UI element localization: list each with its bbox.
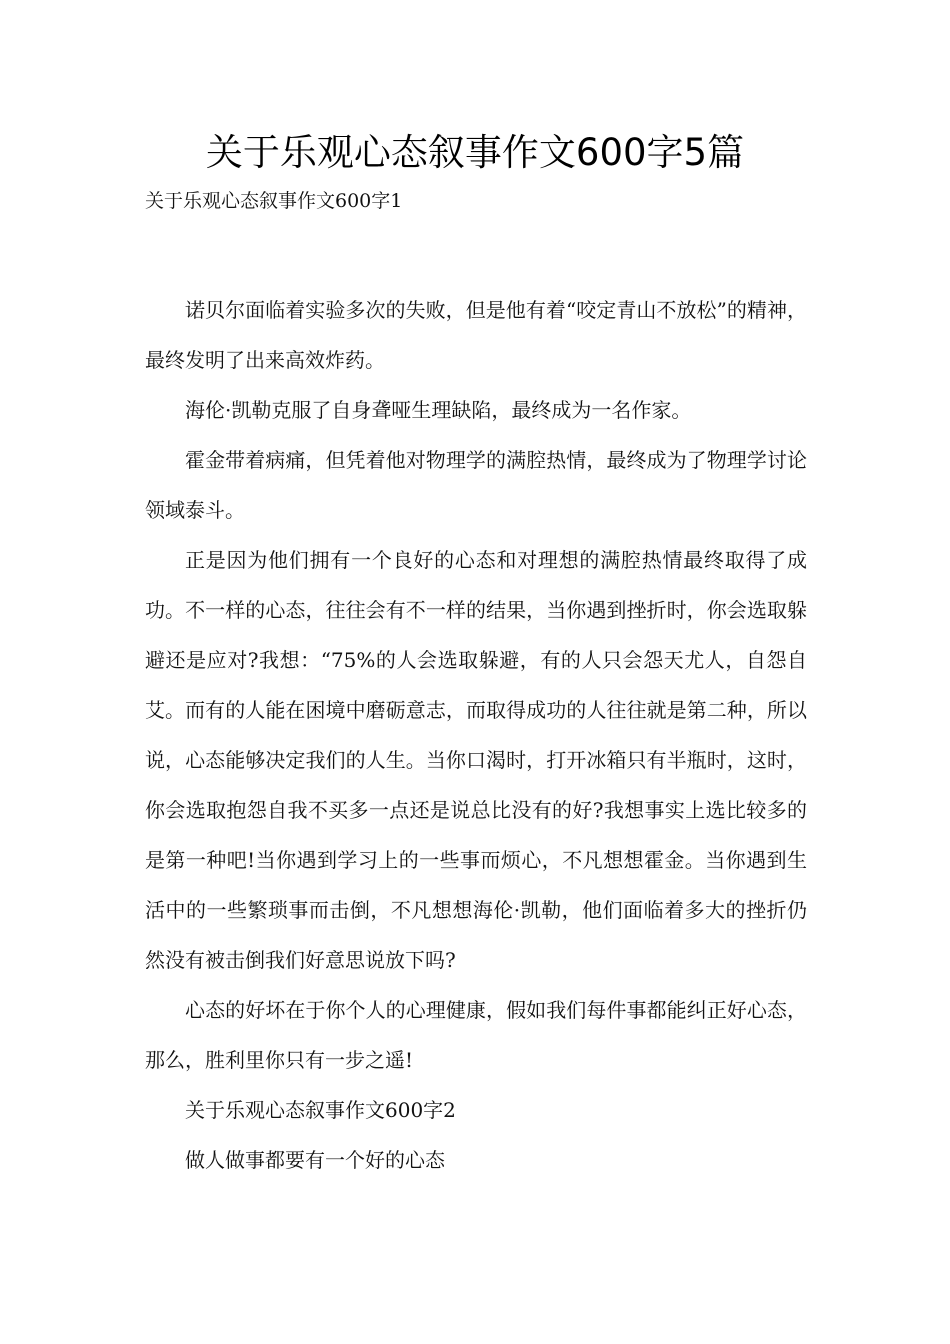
section-heading-2: 关于乐观心态叙事作文600字2	[185, 1098, 456, 1122]
paragraph: 心态的好坏在于你个人的心理健康，假如我们每件事都能纠正好心态，那么，胜利里你只有一步之遥!	[145, 998, 807, 1072]
section-heading-1: 关于乐观心态叙事作文600字1	[145, 190, 403, 212]
paragraph: 诺贝尔面临着实验多次的失败，但是他有着“咬定青山不放松”的精神，最终发明了出来高效炸药。	[145, 298, 807, 372]
document-body	[145, 285, 807, 1185]
paragraph: 做人做事都要有一个好的心态	[185, 1148, 445, 1172]
paragraph: 霍金带着病痛，但凭着他对物理学的满腔热情，最终成为了物理学讨论领域泰斗。	[145, 448, 807, 522]
paragraph: 正是因为他们拥有一个良好的心态和对理想的满腔热情最终取得了成功。不一样的心态，往往会有不一样的结果，当你遇到挫折时，你会选取躲避还是应对?我想：“75%的人会选取躲避，有的人只会怨天尤人，自怨自艾。而有的人能在困境中磨砺意志，而取得成功的人往往就是第二种，所以说，心态能够决定我们的人生。当你口渴时，打开冰箱只有半瓶时，这时，你会选取抱怨自我不买多一点还是说总比没有的好?我想事实上选比较多的是第一种吧!当你遇到学习上的一些事而烦心，不凡想想霍金。当你遇到生活中的一些繁琐事而击倒，不凡想想海伦·凯勒，他们面临着多大的挫折仍然没有被击倒我们好意思说放下吗?	[145, 548, 807, 972]
document-title: 关于乐观心态叙事作文600字5篇	[205, 131, 745, 174]
paragraph: 海伦·凯勒克服了自身聋哑生理缺陷，最终成为一名作家。	[185, 398, 692, 422]
